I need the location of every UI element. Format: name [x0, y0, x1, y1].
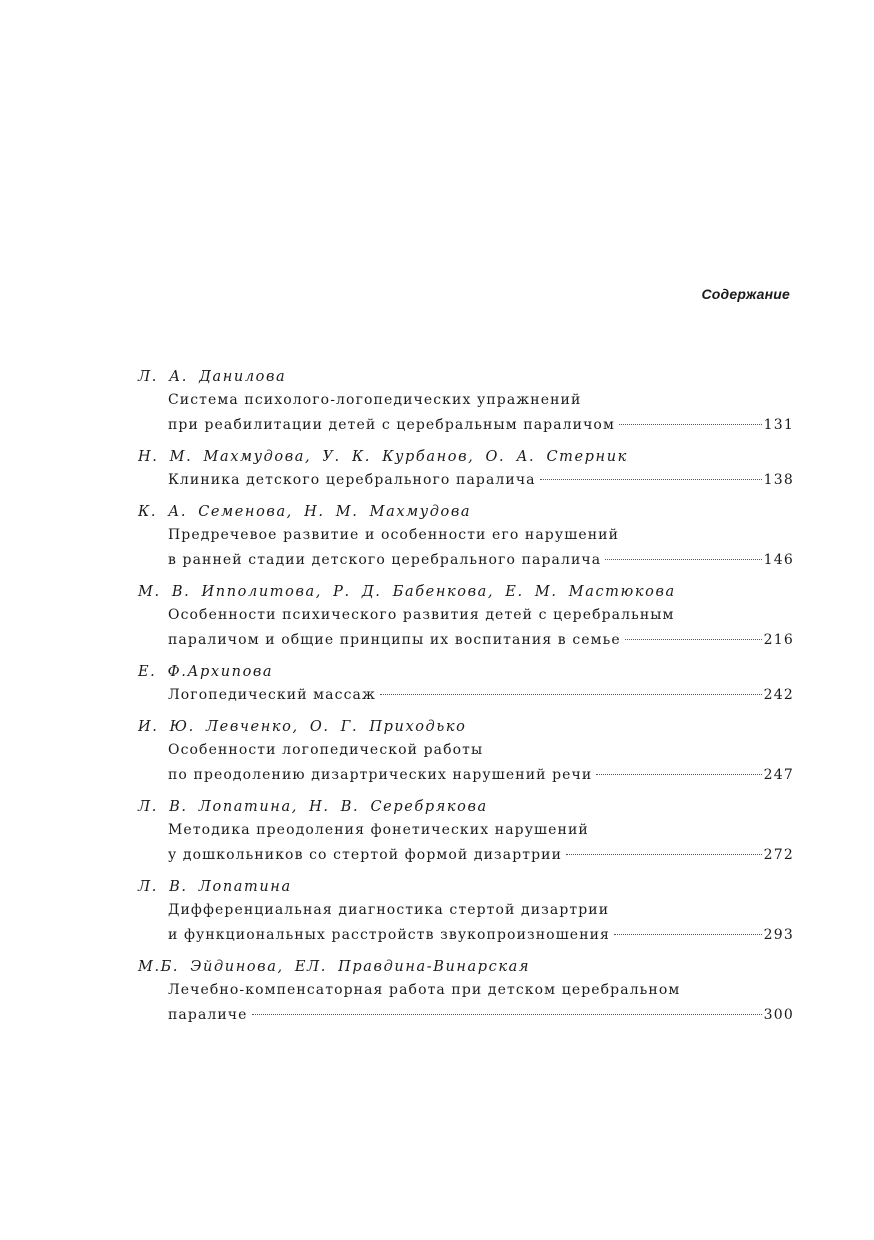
dot-leader	[596, 774, 761, 775]
dot-leader	[252, 1014, 762, 1015]
toc-entry-title-line	[168, 818, 794, 843]
toc-entry-title	[138, 603, 794, 653]
toc-entry-page-number: 242	[763, 687, 794, 703]
toc-entry-page-number: 216	[763, 632, 794, 648]
toc-entry-authors: М.Б. Эйдинова, ЕЛ. Правдина-Винарская	[138, 959, 531, 975]
toc-entry-title-text: Клиника детского церебрального паралича	[168, 472, 536, 488]
toc-entry-title-text: Методика преодоления фонетических нарушений	[168, 822, 589, 838]
toc-entry-title-line	[168, 683, 794, 708]
toc-entry-title-line	[168, 978, 794, 1003]
dot-leader	[380, 694, 762, 695]
toc-entry-title-line	[168, 923, 794, 948]
toc-entry-title-line	[168, 1003, 794, 1028]
toc-entry-title-line	[168, 898, 794, 923]
toc-entry-page-number: 293	[763, 927, 794, 943]
toc-entry-title-line	[168, 738, 794, 763]
toc-entry-authors: И. Ю. Левченко, О. Г. Приходько	[138, 719, 467, 735]
toc-entry-authors: Л. А. Данилова	[138, 369, 287, 385]
toc-entry-title-line	[168, 523, 794, 548]
toc-entry	[138, 501, 794, 573]
toc-entry	[138, 956, 794, 1028]
page-title: Содержание	[701, 286, 790, 302]
toc-entry-title-text: у дошкольников со стертой формой дизартрии	[168, 847, 563, 863]
toc-entry-title	[138, 978, 794, 1028]
toc-entry-page-number: 272	[763, 847, 794, 863]
toc-entry-page-number: 138	[763, 472, 794, 488]
toc-entry-page-number: 300	[763, 1007, 794, 1023]
toc-entry-title-text: и функциональных расстройств звукопроизношения	[168, 927, 610, 943]
dot-leader	[619, 424, 762, 425]
dot-leader	[614, 934, 762, 935]
toc-entry-title-text: параличе	[168, 1007, 248, 1023]
toc-entry-title-line	[168, 628, 794, 653]
toc-entry-authors: Н. М. Махмудова, У. К. Курбанов, О. А. Стерник	[138, 449, 628, 465]
toc-entry-title	[138, 683, 794, 708]
toc-entry-title-line	[168, 763, 794, 788]
dot-leader	[605, 559, 761, 560]
toc-entry-title-text: Дифференциальная диагностика стертой дизартрии	[168, 902, 610, 918]
toc-entry-title	[138, 388, 794, 438]
toc-entry-title-line	[168, 843, 794, 868]
table-of-contents	[138, 366, 794, 1036]
toc-entry	[138, 796, 794, 868]
toc-entry-title-text: Предречевое развитие и особенности его нарушений	[168, 527, 619, 543]
toc-entry-title-text: Особенности логопедической работы	[168, 742, 484, 758]
toc-entry	[138, 446, 794, 493]
toc-entry-title	[138, 898, 794, 948]
toc-entry-title-line	[168, 603, 794, 628]
toc-entry-title-line	[168, 413, 794, 438]
toc-entry-title-line	[168, 468, 794, 493]
toc-entry-title	[138, 818, 794, 868]
dot-leader	[566, 854, 762, 855]
toc-entry-title-text: Система психолого-логопедических упражнений	[168, 392, 582, 408]
toc-entry-page-number: 247	[763, 767, 794, 783]
toc-entry-title-text: параличом и общие принципы их воспитания в семье	[168, 632, 621, 648]
toc-entry-page-number: 131	[763, 417, 794, 433]
toc-entry-title-text: Особенности психического развития детей с церебральным	[168, 607, 675, 623]
toc-entry-authors: М. В. Ипполитова, Р. Д. Бабенкова, Е. М. Мастюкова	[138, 584, 676, 600]
toc-entry-title	[138, 468, 794, 493]
toc-entry	[138, 876, 794, 948]
toc-entry	[138, 581, 794, 653]
toc-entry-title-line	[168, 548, 794, 573]
toc-entry-title-text: Логопедический массаж	[168, 687, 376, 703]
toc-entry	[138, 661, 794, 708]
toc-entry-title	[138, 523, 794, 573]
toc-entry-page-number: 146	[763, 552, 794, 568]
toc-entry-title	[138, 738, 794, 788]
toc-entry-title-text: по преодолению дизартрических нарушений речи	[168, 767, 593, 783]
toc-entry-title-text: Лечебно-компенсаторная работа при детском церебральном	[168, 982, 681, 998]
toc-entry-title-line	[168, 388, 794, 413]
toc-entry-authors: Л. В. Лопатина, Н. В. Серебрякова	[138, 799, 488, 815]
toc-entry-title-text: при реабилитации детей с церебральным параличом	[168, 417, 615, 433]
toc-entry	[138, 716, 794, 788]
toc-entry-title-text: в ранней стадии детского церебрального паралича	[168, 552, 602, 568]
toc-entry-authors: Е. Ф.Архипова	[138, 664, 274, 680]
toc-entry	[138, 366, 794, 438]
dot-leader	[625, 639, 762, 640]
toc-entry-authors: Л. В. Лопатина	[138, 879, 292, 895]
dot-leader	[540, 479, 762, 480]
toc-entry-authors: К. А. Семенова, Н. М. Махмудова	[138, 504, 472, 520]
